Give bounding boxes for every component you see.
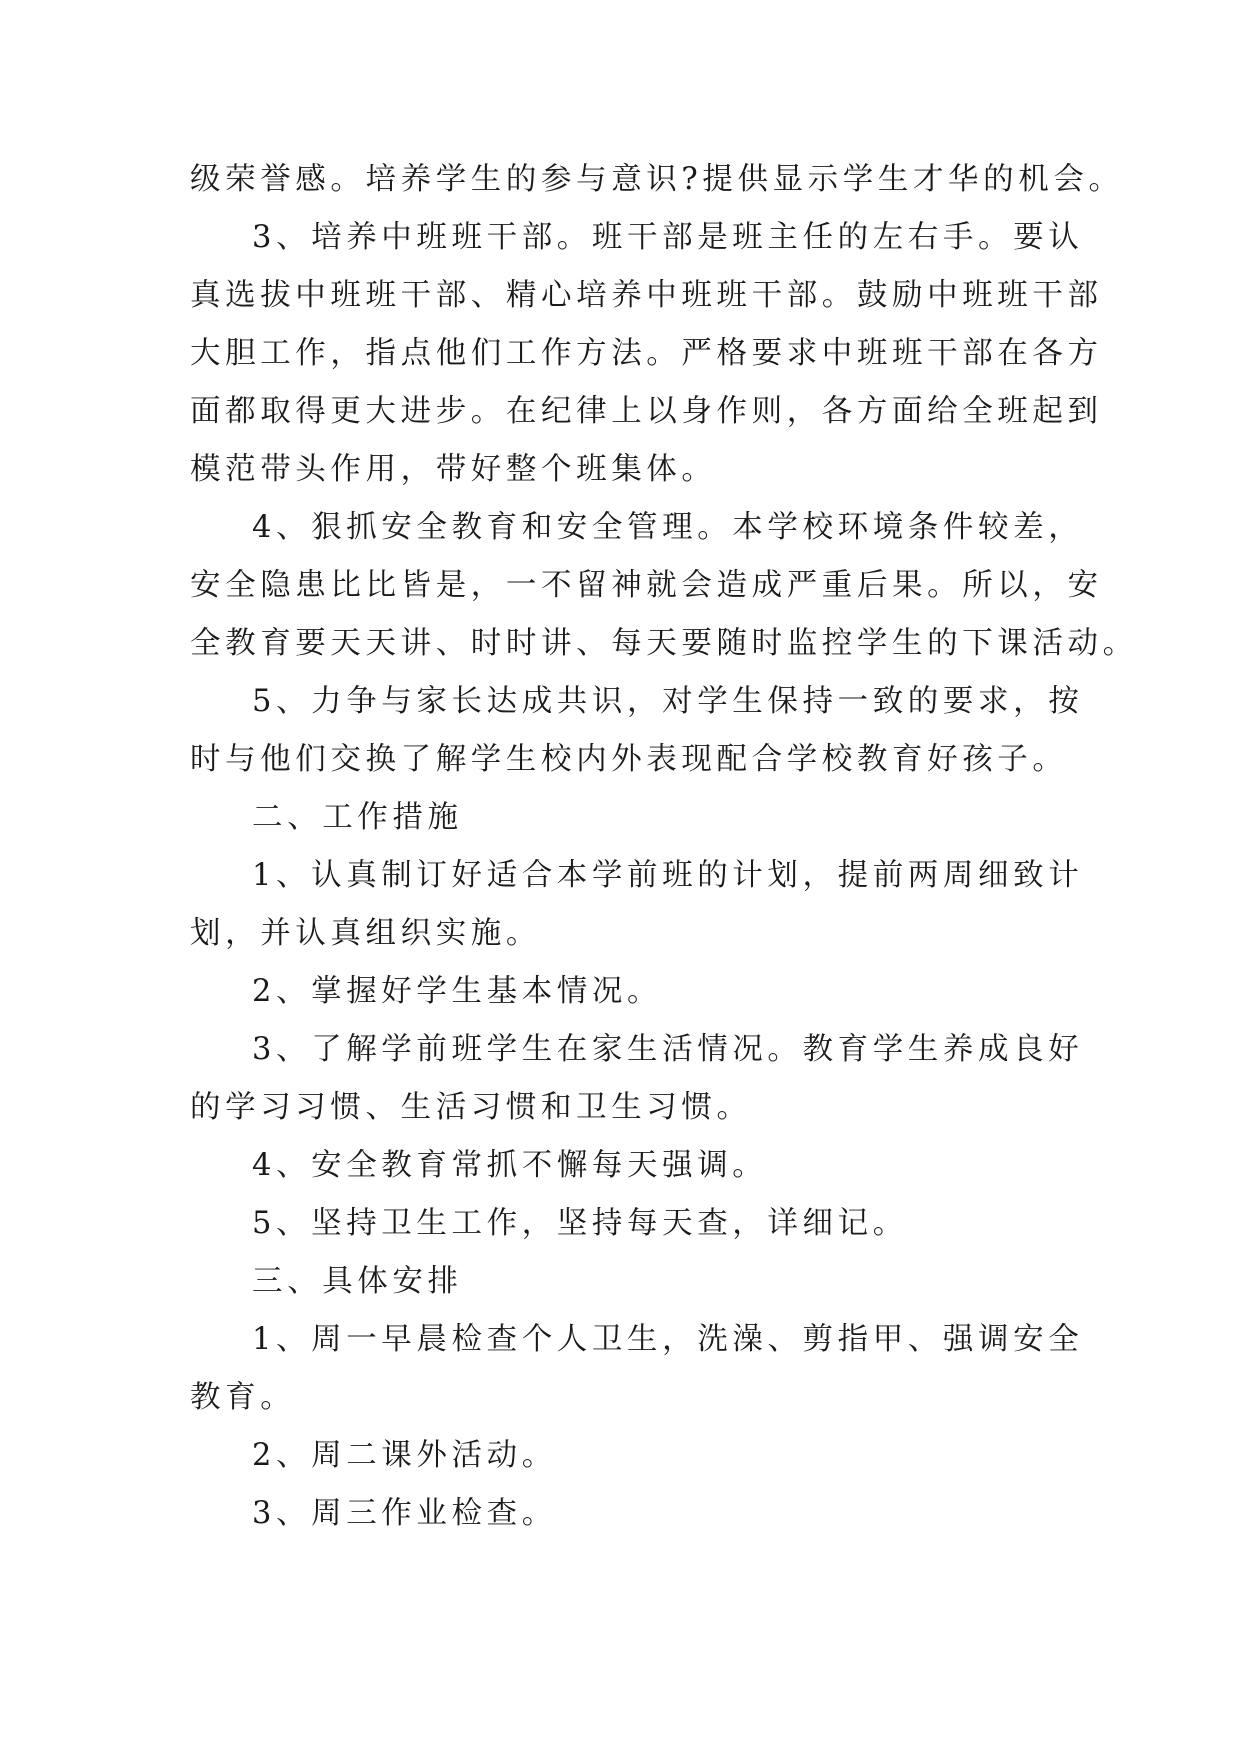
text-line-6: 模范带头作用，带好整个班集体。 — [190, 452, 717, 487]
text-line-11: 时与他们交换了解学生校内外表现配合学校教育好孩子。 — [190, 742, 1068, 777]
measure-3: 3、了解学前班学生在家生活情况。教育学生养成良好 — [252, 1032, 1084, 1067]
measure-1: 1、认真制订好适合本学前班的计划，提前两周细致计 — [252, 858, 1084, 893]
text-line-14: 划，并认真组织实施。 — [190, 916, 541, 951]
measure-5: 5、坚持卫生工作，坚持每天查，详细记。 — [252, 1206, 908, 1241]
text-line-3: 真选拔中班班干部、精心培养中班班干部。鼓励中班班干部 — [190, 278, 1103, 313]
item-4-heading: 4、狠抓安全教育和安全管理。本学校环境条件较差， — [252, 510, 1084, 545]
measure-4: 4、安全教育常抓不懈每天强调。 — [252, 1148, 768, 1183]
text-line-22: 教育。 — [190, 1380, 296, 1415]
text-line-5: 面都取得更大进步。在纪律上以身作则，各方面给全班起到 — [190, 394, 1103, 429]
schedule-3: 3、周三作业检查。 — [252, 1496, 557, 1531]
item-5-heading: 5、力争与家长达成共识，对学生保持一致的要求，按 — [252, 684, 1084, 719]
schedule-2: 2、周二课外活动。 — [252, 1438, 557, 1473]
text-line-9: 全教育要天天讲、时时讲、每天要随时监控学生的下课活动。 — [190, 626, 1138, 661]
text-line-17: 的学习习惯、生活习惯和卫生习惯。 — [190, 1090, 752, 1125]
section-2-heading: 二、工作措施 — [252, 800, 463, 835]
text-line-4: 大胆工作，指点他们工作方法。严格要求中班班干部在各方 — [190, 336, 1103, 371]
section-3-heading: 三、具体安排 — [252, 1264, 463, 1299]
schedule-1: 1、周一早晨检查个人卫生，洗澡、剪指甲、强调安全 — [252, 1322, 1084, 1357]
text-line-1: 级荣誉感。培养学生的参与意识?提供显示学生才华的机会。 — [190, 162, 1124, 197]
item-3-heading: 3、培养中班班干部。班干部是班主任的左右手。要认 — [252, 220, 1084, 255]
text-line-8: 安全隐患比比皆是，一不留神就会造成严重后果。所以，安 — [190, 568, 1103, 603]
measure-2: 2、掌握好学生基本情况。 — [252, 974, 663, 1009]
